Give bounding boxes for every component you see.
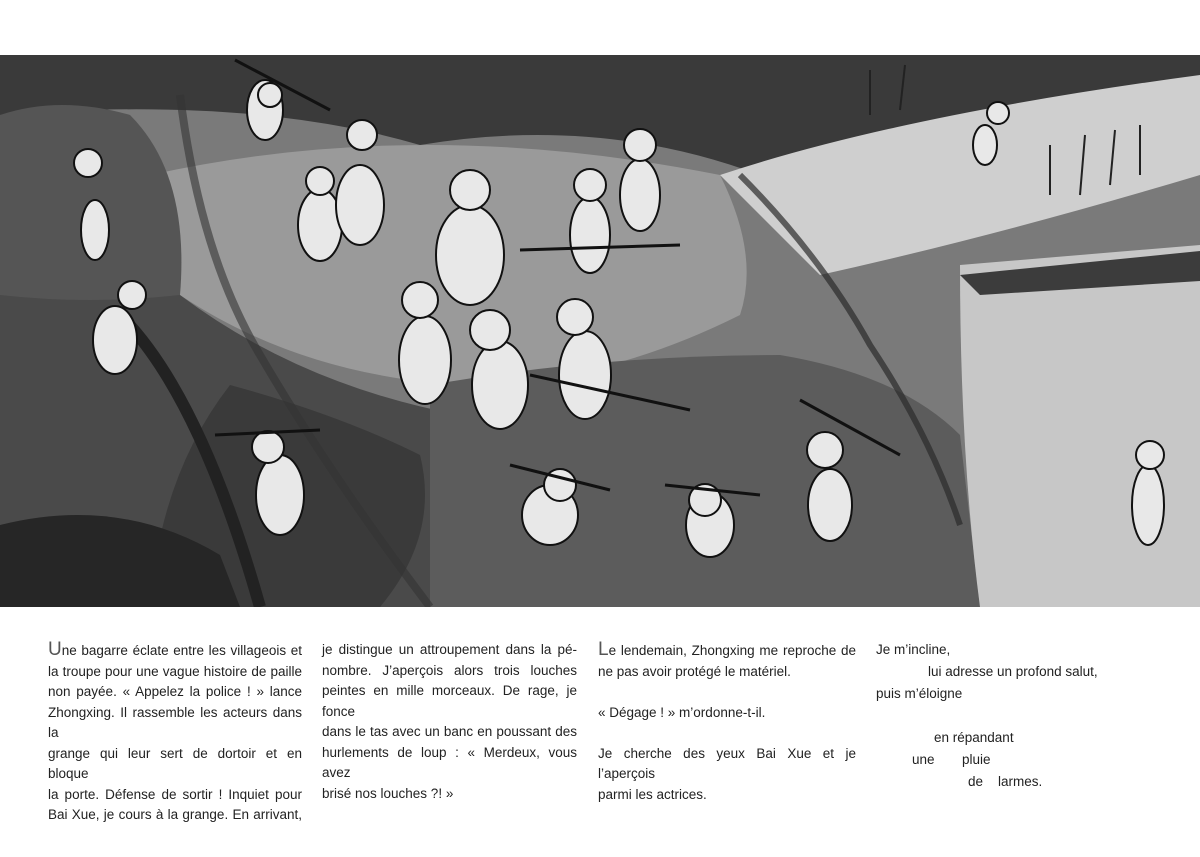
text-line: Zhongxing. Il rassemble les acteurs dans la [48, 704, 302, 740]
text-line: Je m’incline, [876, 642, 951, 657]
text-line: brisé nos louches ?! » [322, 785, 454, 801]
text-line: e lendemain, Zhongxing me reproche de [608, 643, 856, 658]
text-column-1 [48, 640, 302, 826]
text-line: lui adresse un profond salut, [928, 664, 1098, 679]
ink-painting-illustration [0, 55, 1200, 607]
text-line: dans le tas avec un banc en poussant des [322, 724, 577, 739]
text-line: « Dégage ! » m’ordonne-t-il. [598, 704, 766, 720]
text-line: peintes en mille morceaux. De rage, je fonce [322, 683, 577, 719]
text-line: la troupe pour une vague histoire de paille [48, 663, 302, 679]
text-line: Bai Xue, je cours à la grange. En arrivant, [48, 807, 302, 822]
ink-painting-village-brawl-scene-icon [0, 55, 1200, 607]
text-line: Je cherche des yeux Bai Xue et je l’aperçois [598, 745, 856, 781]
text-line: pluie [962, 752, 991, 767]
dropcap: U [48, 639, 62, 660]
dropcap: L [598, 639, 609, 660]
text-column-4 [876, 640, 1098, 810]
text-line: une [912, 752, 935, 767]
text-line: en répandant [934, 730, 1014, 745]
text-line: larmes. [998, 774, 1043, 789]
text-column-2 [322, 640, 577, 804]
text-line: grange qui leur sert de dortoir et en bloque [48, 745, 302, 781]
text-line: nombre. J’aperçois alors trois louches [322, 662, 577, 678]
text-line: puis m’éloigne [876, 686, 963, 701]
text-line: de [968, 774, 984, 789]
text-column-3 [598, 640, 856, 805]
text-line: non payée. « Appelez la police ! » lance [48, 684, 302, 699]
text-line: ne bagarre éclate entre les villageois et [61, 643, 302, 658]
text-line: ne pas avoir protégé le matériel. [598, 663, 791, 679]
text-line: parmi les actrices. [598, 786, 707, 802]
text-line: hurlements de loup : « Merdeux, vous avez [322, 744, 577, 780]
text-line: la porte. Défense de sortir ! Inquiet pour [48, 786, 302, 802]
text-line: je distingue un attroupement dans la pé- [322, 642, 577, 657]
